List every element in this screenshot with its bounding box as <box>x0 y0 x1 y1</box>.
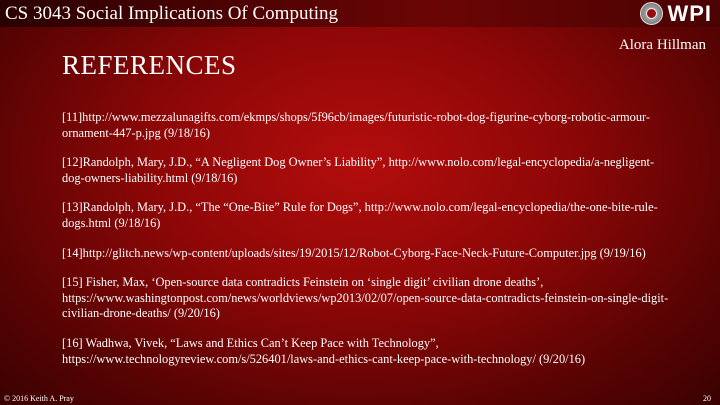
reference-item: [12]Randolph, Mary, J.D., “A Negligent Dog Owner’s Liability”, http://www.nolo.com/legal-encyclopedia/a-negligent-dog-owners-liability.html (9/18/16) <box>62 155 655 185</box>
header-bar <box>0 0 720 27</box>
reference-item: [13]Randolph, Mary, J.D., “The “One-Bite” Rule for Dogs”, http://www.nolo.com/legal-encyclopedia/the-one-bite-rule-dogs.html (9/18/16) <box>62 200 658 230</box>
slide-title: REFERENCES <box>62 50 237 80</box>
wpi-logo <box>640 1 712 26</box>
reference-item: [15] Fisher, Max, ‘Open-source data contradicts Feinstein on ‘single digit’ civilian drone deaths’, https://www.washingtonpost.com/news/worldviews/wp2013/02/07/open-source-data-contradicts-feinstein-on-single-digit-civilian-drone-deaths/ (9/20/16) <box>62 275 669 321</box>
references-list <box>62 110 672 381</box>
wpi-logo-text: WPI <box>667 1 712 26</box>
reference-item: [11]http://www.mezzalunagifts.com/ekmps/shops/5f96cb/images/futuristic-robot-dog-figurine-cyborg-robotic-armour-ornament-447-p.jpg (9/18/16) <box>62 110 651 140</box>
reference-item: [16] Wadhwa, Vivek, “Laws and Ethics Can’t Keep Pace with Technology”, https://www.technologyreview.com/s/526401/laws-and-ethics-cant-keep-pace-with-technology/ (9/20/16) <box>62 335 586 366</box>
seal-icon <box>640 2 663 25</box>
author-name: Alora Hillman <box>618 37 706 53</box>
course-title: CS 3043 Social Implications Of Computing <box>5 3 339 24</box>
reference-item: [14]http://glitch.news/wp-content/uploads/sites/19/2015/12/Robot-Cyborg-Face-Neck-Future-Computer.jpg (9/19/16) <box>62 245 646 260</box>
page-number: 20 <box>703 394 711 403</box>
copyright-notice: © 2016 Keith A. Pray <box>4 394 74 403</box>
